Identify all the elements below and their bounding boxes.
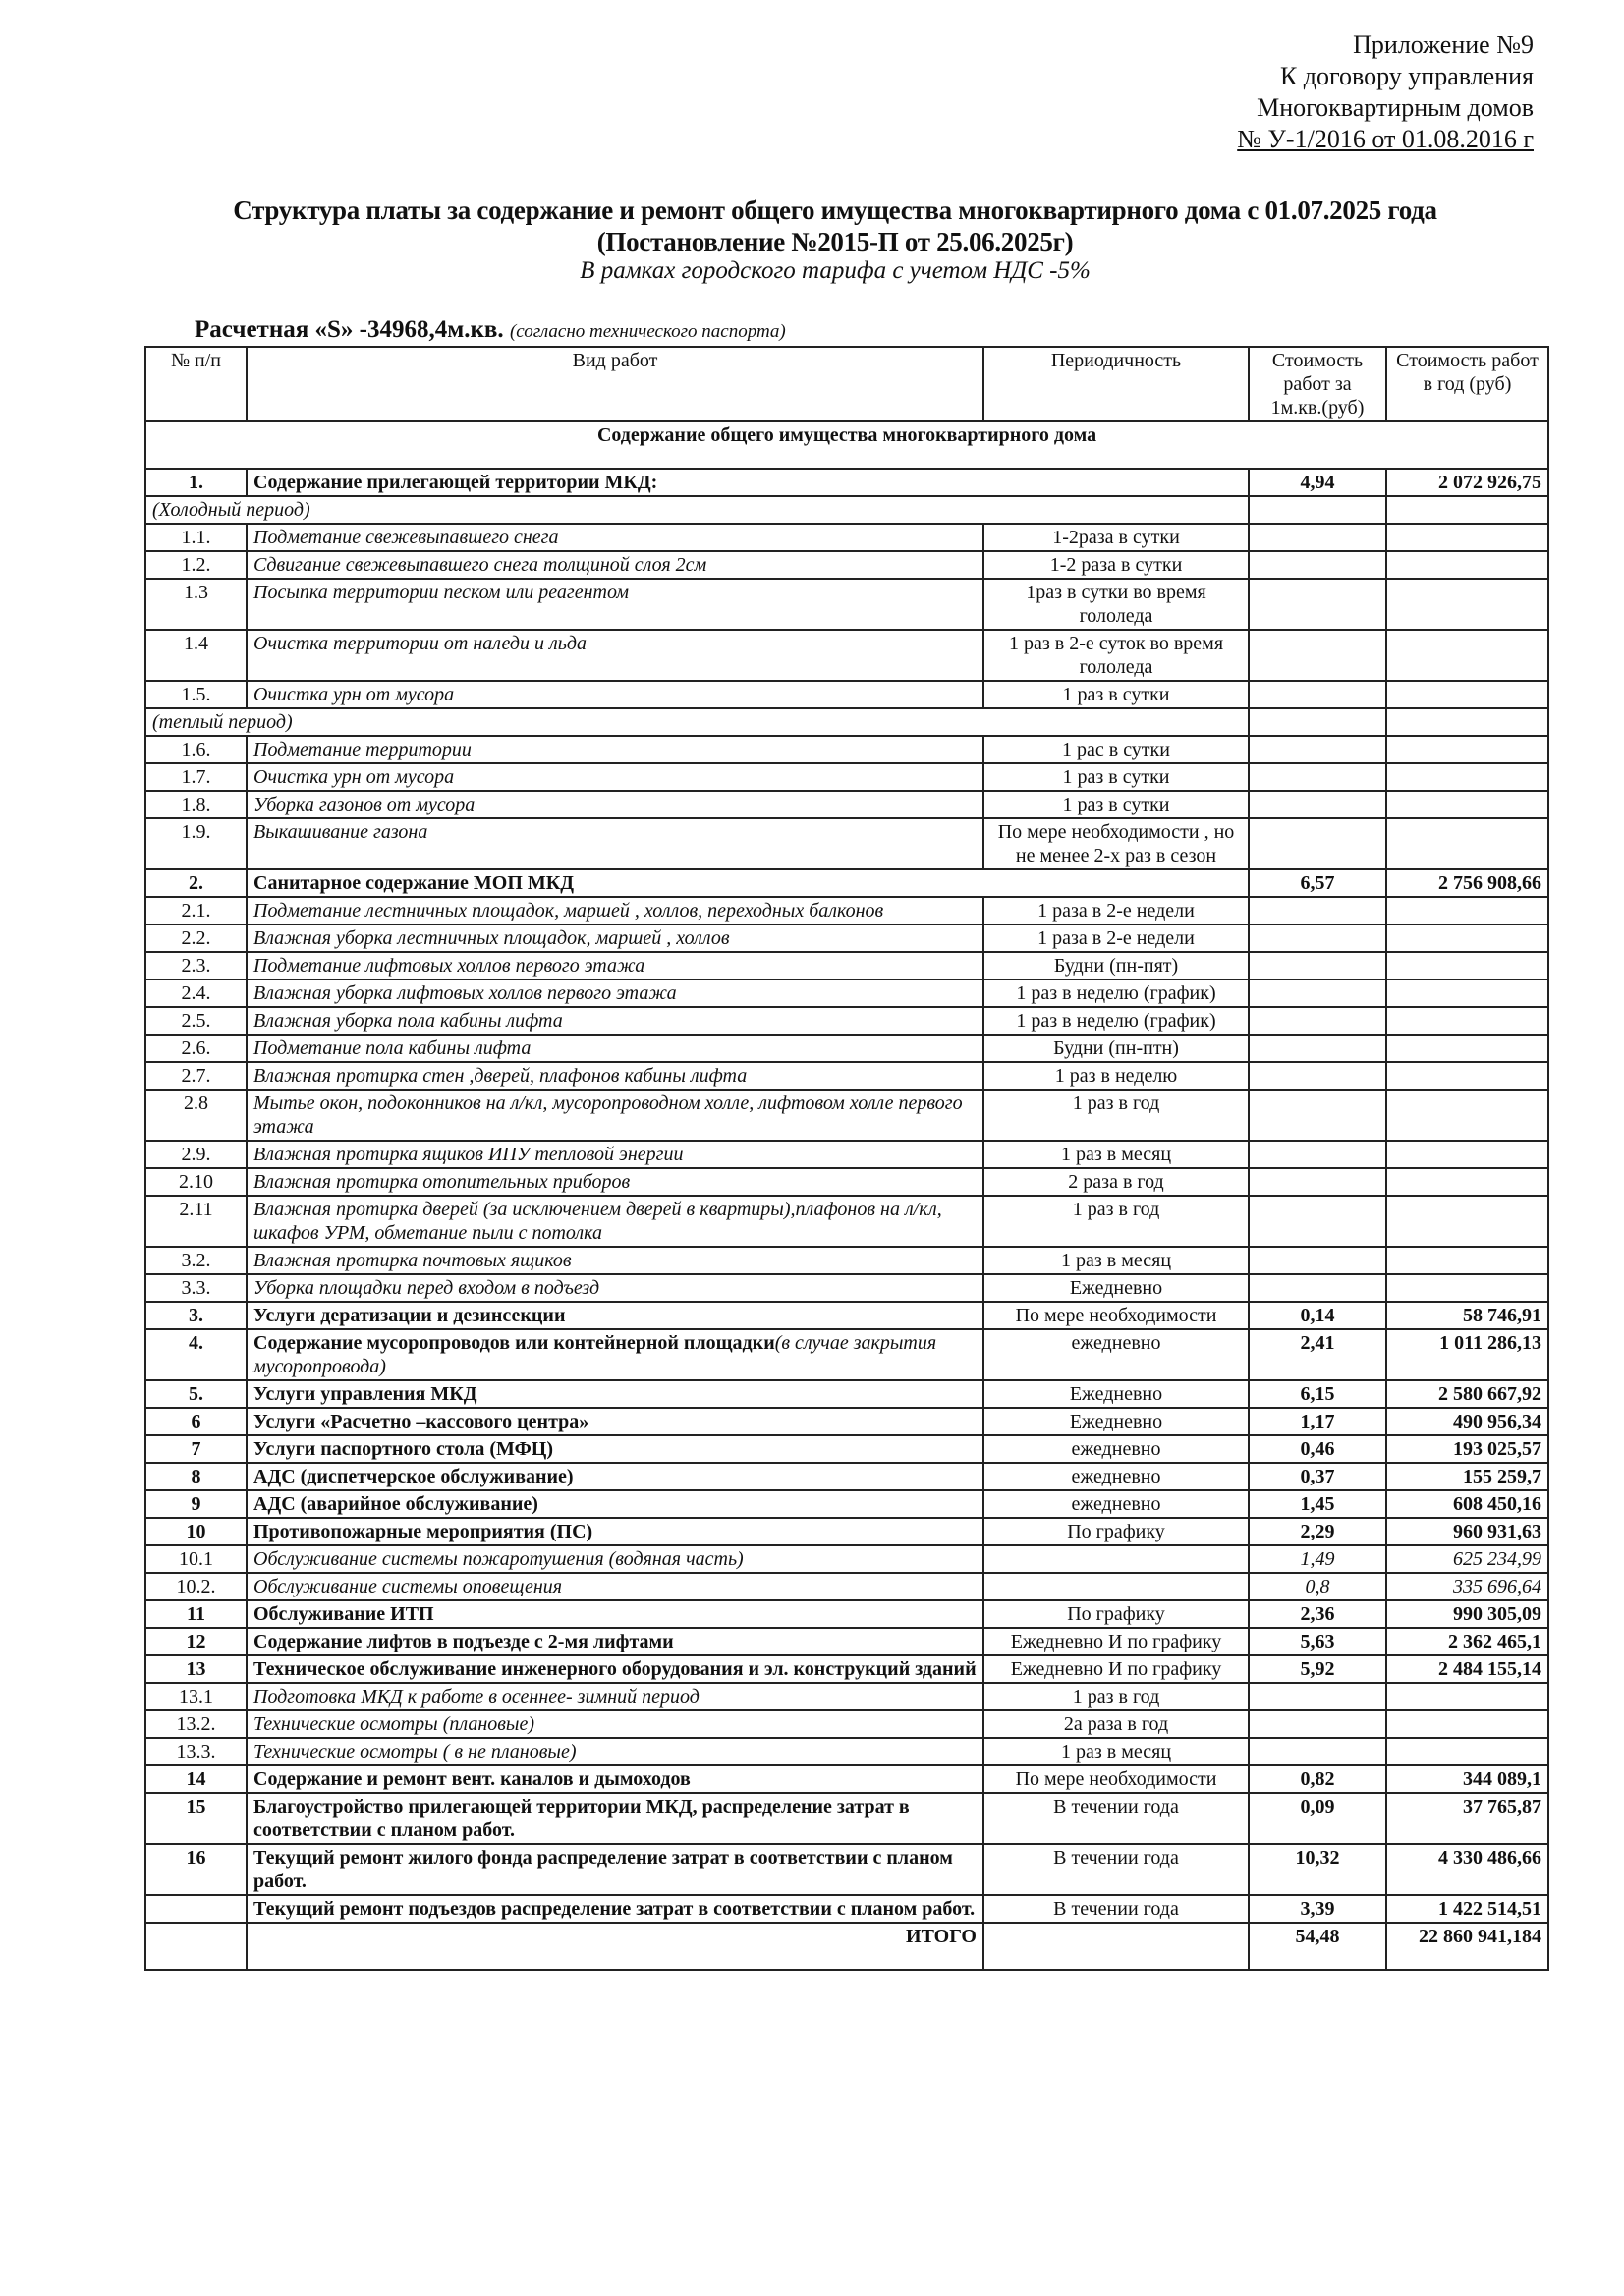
cell-period: Ежедневно: [983, 1408, 1249, 1435]
table-row: [145, 818, 1548, 869]
cell-cost-m2: [1249, 524, 1386, 551]
cell-cost-m2: 2,29: [1249, 1518, 1386, 1545]
cell-work: Противопожарные мероприятия (ПС): [247, 1518, 983, 1545]
cell-period: 1-2раза в сутки: [983, 524, 1249, 551]
cell-num: 3.: [145, 1302, 247, 1329]
cell-period: По мере необходимости: [983, 1765, 1249, 1793]
table-row: [145, 1090, 1548, 1141]
header-cost-year: Стоимость работ в год (руб): [1386, 347, 1548, 421]
cell-work: Услуги паспортного стола (МФЦ): [247, 1435, 983, 1463]
cell-work: Влажная протирка дверей (за исключением дверей в квартиры),плафонов на л/кл, шкафов УРМ, обметание пыли с потолка: [247, 1196, 983, 1247]
cell-work: Влажная протирка почтовых ящиков: [247, 1247, 983, 1274]
cell-cost-year: [1386, 763, 1548, 791]
cell-cost-m2: [1249, 1247, 1386, 1274]
total-cost-m2: 54,48: [1249, 1923, 1386, 1970]
cell-period: 2 раза в год: [983, 1168, 1249, 1196]
cell-cost-m2: [1249, 496, 1386, 524]
cell-num: 14: [145, 1765, 247, 1793]
cell-period: 1 раза в 2-е недели: [983, 924, 1249, 952]
section-title: Содержание общего имущества многоквартирного дома: [145, 421, 1548, 469]
table-row: [145, 579, 1548, 630]
cell-cost-year: [1386, 924, 1548, 952]
cell-num: 8: [145, 1463, 247, 1490]
cell-cost-year: [1386, 1141, 1548, 1168]
table-row: [145, 630, 1548, 681]
cell-period: [983, 1573, 1249, 1600]
table-row: [145, 1435, 1548, 1463]
cell-num: 2.9.: [145, 1141, 247, 1168]
total-cost-year: 22 860 941,184: [1386, 1923, 1548, 1970]
cell-cost-m2: [1249, 736, 1386, 763]
cell-period: В течении года: [983, 1793, 1249, 1844]
cell-period: ежедневно: [983, 1490, 1249, 1518]
cell-work: [247, 1329, 983, 1380]
cell-num: 2.5.: [145, 1007, 247, 1035]
cell-num: 4.: [145, 1329, 247, 1380]
cell-cost-m2: 0,8: [1249, 1573, 1386, 1600]
table-row: [145, 1793, 1548, 1844]
cell-num: 2.4.: [145, 980, 247, 1007]
cell-num: 9: [145, 1490, 247, 1518]
table-row: [145, 551, 1548, 579]
table-row: [145, 1765, 1548, 1793]
table-row: [145, 1380, 1548, 1408]
cell-period: Ежедневно И по графику: [983, 1628, 1249, 1655]
cell-cost-year: [1386, 1247, 1548, 1274]
cell-num: 3.3.: [145, 1274, 247, 1302]
cell-cost-m2: [1249, 1035, 1386, 1062]
cell-num: 1.9.: [145, 818, 247, 869]
cell-cost-m2: 6,15: [1249, 1380, 1386, 1408]
cell-period: 1 раз в неделю (график): [983, 980, 1249, 1007]
table-row: [145, 1302, 1548, 1329]
period-label: (Холодный период): [145, 496, 1249, 524]
cell-cost-year: 37 765,87: [1386, 1793, 1548, 1844]
table-row: [145, 1141, 1548, 1168]
cell-work: Благоустройство прилегающей территории МКД, распределение затрат в соответствии с планом работ.: [247, 1793, 983, 1844]
cell-cost-m2: [1249, 1196, 1386, 1247]
table-row: [145, 869, 1548, 897]
cell-work: Услуги дератизации и дезинсекции: [247, 1302, 983, 1329]
cell-cost-m2: 2,36: [1249, 1600, 1386, 1628]
header-cost-m2: Стоимость работ за 1м.кв.(руб): [1249, 347, 1386, 421]
cell-cost-year: 1 011 286,13: [1386, 1329, 1548, 1380]
title-line-1: Структура платы за содержание и ремонт общего имущества многоквартирного дома с 01.07.2025 года: [233, 196, 1437, 225]
cell-cost-year: 1 422 514,51: [1386, 1895, 1548, 1923]
table-row: [145, 708, 1548, 736]
cell-work: Обслуживание ИТП: [247, 1600, 983, 1628]
table-row: [145, 469, 1548, 496]
cell-work: Содержание и ремонт вент. каналов и дымоходов: [247, 1765, 983, 1793]
table-row: [145, 736, 1548, 763]
cell-period: 1 раз в месяц: [983, 1247, 1249, 1274]
cell-period: ежедневно: [983, 1463, 1249, 1490]
cell-cost-m2: [1249, 630, 1386, 681]
header-period: Периодичность: [983, 347, 1249, 421]
table-row: [145, 1545, 1548, 1573]
cell-cost-m2: 1,17: [1249, 1408, 1386, 1435]
cell-work: Технические осмотры ( в не плановые): [247, 1738, 983, 1765]
cell-period: Будни (пн-птн): [983, 1035, 1249, 1062]
cell-work: Подметание свежевыпавшего снега: [247, 524, 983, 551]
cell-cost-year: [1386, 524, 1548, 551]
cell-num: 1.3: [145, 579, 247, 630]
table-row: [145, 1490, 1548, 1518]
cell-work: Уборка площадки перед входом в подъезд: [247, 1274, 983, 1302]
cell-period: [983, 1545, 1249, 1573]
cell-cost-m2: [1249, 791, 1386, 818]
cell-cost-m2: 1,45: [1249, 1490, 1386, 1518]
cell-cost-m2: [1249, 1007, 1386, 1035]
cell-cost-year: [1386, 952, 1548, 980]
cell-num: 10.1: [145, 1545, 247, 1573]
cell-work: Технические осмотры (плановые): [247, 1710, 983, 1738]
cell-cost-m2: 3,39: [1249, 1895, 1386, 1923]
table-row: [145, 1062, 1548, 1090]
work-note: (в случае закрытия мусоропровода): [253, 1332, 937, 1377]
cell-cost-year: [1386, 980, 1548, 1007]
table-row: [145, 1274, 1548, 1302]
cell-cost-year: [1386, 897, 1548, 924]
appendix-number: Приложение №9: [1353, 30, 1534, 59]
table-row: [145, 897, 1548, 924]
cell-cost-m2: [1249, 763, 1386, 791]
table-row: [145, 681, 1548, 708]
cell-period: 1 раз в неделю: [983, 1062, 1249, 1090]
cell-num: 2.1.: [145, 897, 247, 924]
cell-cost-year: [1386, 791, 1548, 818]
cell-cost-year: 193 025,57: [1386, 1435, 1548, 1463]
cell-cost-m2: [1249, 1090, 1386, 1141]
cell-num: 1.8.: [145, 791, 247, 818]
cell-cost-year: [1386, 818, 1548, 869]
cell-work: Мытье окон, подоконников на л/кл, мусоропроводном холле, лифтовом холле первого этажа: [247, 1090, 983, 1141]
cell-cost-m2: 6,57: [1249, 869, 1386, 897]
cell-num: [145, 1895, 247, 1923]
cell-cost-m2: 0,82: [1249, 1765, 1386, 1793]
cell-num: 2.6.: [145, 1035, 247, 1062]
cell-period: 1раз в сутки во время гололеда: [983, 579, 1249, 630]
total-row: [145, 1923, 1548, 1970]
appendix-contract-number: № У-1/2016 от 01.08.2016 г: [1237, 125, 1534, 153]
cell-num: 2.11: [145, 1196, 247, 1247]
cell-work: Услуги «Расчетно –кассового центра»: [247, 1408, 983, 1435]
cell-work: Сдвигание свежевыпавшего снега толщиной слоя 2см: [247, 551, 983, 579]
cell-work: АДС (диспетчерское обслуживание): [247, 1463, 983, 1490]
cell-num: 2.2.: [145, 924, 247, 952]
cell-cost-m2: [1249, 1141, 1386, 1168]
cell-period: В течении года: [983, 1895, 1249, 1923]
header-num: № п/п: [145, 347, 247, 421]
cell-num: 5.: [145, 1380, 247, 1408]
cell-cost-m2: [1249, 1683, 1386, 1710]
cell-work: Техническое обслуживание инженерного оборудования и эл. конструкций зданий: [247, 1655, 983, 1683]
cell-work: Влажная протирка стен ,дверей, плафонов кабины лифта: [247, 1062, 983, 1090]
document-title: [147, 195, 1523, 257]
cell-work: Текущий ремонт жилого фонда распределение затрат в соответствии с планом работ.: [247, 1844, 983, 1895]
cell-num: 13.2.: [145, 1710, 247, 1738]
cell-cost-year: 344 089,1: [1386, 1765, 1548, 1793]
table-row: [145, 1600, 1548, 1628]
cell-work: Подметание лифтовых холлов первого этажа: [247, 952, 983, 980]
cell-num: 1.6.: [145, 736, 247, 763]
cell-period: 1 раз в сутки: [983, 791, 1249, 818]
cell-work: Очистка урн от мусора: [247, 681, 983, 708]
table-row: [145, 980, 1548, 1007]
cell-cost-year: [1386, 1196, 1548, 1247]
cell-num: 1.4: [145, 630, 247, 681]
cell-num: 13.1: [145, 1683, 247, 1710]
cell-num: 2.: [145, 869, 247, 897]
cell-cost-m2: 0,14: [1249, 1302, 1386, 1329]
cell-cost-year: 155 259,7: [1386, 1463, 1548, 1490]
cell-work: Текущий ремонт подъездов распределение затрат в соответствии с планом работ.: [247, 1895, 983, 1923]
cell-period: 1 раз в сутки: [983, 763, 1249, 791]
cell-cost-year: [1386, 1710, 1548, 1738]
cell-cost-m2: 0,46: [1249, 1435, 1386, 1463]
cell-period: По графику: [983, 1518, 1249, 1545]
cell-work: Выкашивание газона: [247, 818, 983, 869]
table-row: [145, 1895, 1548, 1923]
cell-num: 13: [145, 1655, 247, 1683]
cell-work: Подметание территории: [247, 736, 983, 763]
cell-cost-m2: [1249, 1168, 1386, 1196]
total-num: [145, 1923, 247, 1970]
cell-num: 1.7.: [145, 763, 247, 791]
cell-period: 2а раза в год: [983, 1710, 1249, 1738]
cell-work: Очистка урн от мусора: [247, 763, 983, 791]
cell-cost-m2: 4,94: [1249, 469, 1386, 496]
cell-cost-year: 2 756 908,66: [1386, 869, 1548, 897]
cell-cost-year: [1386, 708, 1548, 736]
cell-cost-m2: [1249, 579, 1386, 630]
cell-period: 1 раз в год: [983, 1196, 1249, 1247]
cell-num: 2.10: [145, 1168, 247, 1196]
cell-cost-m2: [1249, 818, 1386, 869]
cell-cost-m2: [1249, 980, 1386, 1007]
table-row: [145, 1168, 1548, 1196]
cell-cost-year: [1386, 1090, 1548, 1141]
cell-cost-m2: 1,49: [1249, 1545, 1386, 1573]
table-row: [145, 1196, 1548, 1247]
cell-period: По мере необходимости , но не менее 2-х раз в сезон: [983, 818, 1249, 869]
cell-work: Влажная уборка лестничных площадок, маршей , холлов: [247, 924, 983, 952]
cell-cost-m2: 10,32: [1249, 1844, 1386, 1895]
cell-cost-year: [1386, 1062, 1548, 1090]
cell-cost-year: [1386, 736, 1548, 763]
table-row: [145, 1844, 1548, 1895]
cell-cost-year: 2 580 667,92: [1386, 1380, 1548, 1408]
cell-work: Влажная уборка пола кабины лифта: [247, 1007, 983, 1035]
table-row: [145, 1463, 1548, 1490]
cell-work: Посыпка территории песком или реагентом: [247, 579, 983, 630]
cell-num: 13.3.: [145, 1738, 247, 1765]
cell-cost-year: 608 450,16: [1386, 1490, 1548, 1518]
table-row: [145, 1710, 1548, 1738]
table-row: [145, 524, 1548, 551]
cell-num: 1.5.: [145, 681, 247, 708]
cell-cost-year: 58 746,91: [1386, 1302, 1548, 1329]
cell-work: Подготовка МКД к работе в осеннее- зимний период: [247, 1683, 983, 1710]
cell-cost-m2: 0,09: [1249, 1793, 1386, 1844]
cell-work: АДС (аварийное обслуживание): [247, 1490, 983, 1518]
cell-cost-year: [1386, 1035, 1548, 1062]
cell-cost-m2: [1249, 1062, 1386, 1090]
cell-cost-m2: 5,63: [1249, 1628, 1386, 1655]
cell-cost-year: 490 956,34: [1386, 1408, 1548, 1435]
table-row: [145, 791, 1548, 818]
cell-period: 1 раз в неделю (график): [983, 1007, 1249, 1035]
cell-work: Очистка территории от наледи и льда: [247, 630, 983, 681]
table-row: [145, 1329, 1548, 1380]
cell-cost-m2: 2,41: [1249, 1329, 1386, 1380]
cell-num: 1.1.: [145, 524, 247, 551]
cell-num: 1.: [145, 469, 247, 496]
cell-num: 10.2.: [145, 1573, 247, 1600]
table-row: [145, 1518, 1548, 1545]
document-subtitle: В рамках городского тарифа с учетом НДС -5%: [580, 257, 1091, 284]
cell-cost-m2: [1249, 1274, 1386, 1302]
table-row: [145, 952, 1548, 980]
cell-cost-m2: 5,92: [1249, 1655, 1386, 1683]
cell-cost-m2: [1249, 1738, 1386, 1765]
cell-period: 1 раза в 2-е недели: [983, 897, 1249, 924]
cell-work: Влажная протирка ящиков ИПУ тепловой энергии: [247, 1141, 983, 1168]
cell-num: 12: [145, 1628, 247, 1655]
header-work: Вид работ: [247, 347, 983, 421]
cell-cost-year: [1386, 1168, 1548, 1196]
table-row: [145, 1247, 1548, 1274]
cell-work: Содержание лифтов в подъезде с 2-мя лифтами: [247, 1628, 983, 1655]
cell-cost-year: 335 696,64: [1386, 1573, 1548, 1600]
cell-work: Влажная протирка отопительных приборов: [247, 1168, 983, 1196]
cell-cost-year: 960 931,63: [1386, 1518, 1548, 1545]
cell-cost-year: [1386, 1274, 1548, 1302]
cell-num: 6: [145, 1408, 247, 1435]
table-row: [145, 1035, 1548, 1062]
cell-num: 10: [145, 1518, 247, 1545]
cell-cost-year: 625 234,99: [1386, 1545, 1548, 1573]
cell-period: Ежедневно: [983, 1274, 1249, 1302]
period-label: (теплый период): [145, 708, 1249, 736]
cell-cost-year: [1386, 579, 1548, 630]
cell-num: 15: [145, 1793, 247, 1844]
table-row: [145, 1628, 1548, 1655]
cell-cost-year: 2 484 155,14: [1386, 1655, 1548, 1683]
cell-period: 1 раз в год: [983, 1683, 1249, 1710]
cell-work: Уборка газонов от мусора: [247, 791, 983, 818]
table-row: [145, 1408, 1548, 1435]
cell-num: 2.8: [145, 1090, 247, 1141]
cell-num: 11: [145, 1600, 247, 1628]
cell-cost-m2: [1249, 551, 1386, 579]
cell-num: 3.2.: [145, 1247, 247, 1274]
total-period: [983, 1923, 1249, 1970]
cell-num: 7: [145, 1435, 247, 1463]
cell-period: 1 раз в год: [983, 1090, 1249, 1141]
calculated-area: [195, 316, 786, 344]
cell-period: 1-2 раза в сутки: [983, 551, 1249, 579]
cell-period: 1 раз в сутки: [983, 681, 1249, 708]
total-label: ИТОГО: [247, 1923, 983, 1970]
cell-cost-year: [1386, 1683, 1548, 1710]
table-row: [145, 1738, 1548, 1765]
cell-cost-year: 2 072 926,75: [1386, 469, 1548, 496]
cell-num: 2.7.: [145, 1062, 247, 1090]
cell-work: Санитарное содержание МОП МКД: [247, 869, 1249, 897]
table-row: [145, 1655, 1548, 1683]
cell-work: Услуги управления МКД: [247, 1380, 983, 1408]
cell-cost-year: [1386, 1738, 1548, 1765]
area-label: Расчетная «S» -34968,4м.кв.: [195, 316, 504, 343]
cell-cost-year: 990 305,09: [1386, 1600, 1548, 1628]
cell-cost-m2: [1249, 681, 1386, 708]
cell-cost-m2: [1249, 897, 1386, 924]
appendix-contract-line: К договору управления: [1279, 62, 1534, 90]
cell-work: Содержание прилегающей территории МКД:: [247, 469, 1249, 496]
cell-cost-year: 4 330 486,66: [1386, 1844, 1548, 1895]
work-title: Содержание мусоропроводов или контейнерной площадки: [253, 1332, 775, 1354]
cell-num: 16: [145, 1844, 247, 1895]
cell-period: 1 раз в месяц: [983, 1141, 1249, 1168]
cell-period: 1 раз в 2-е суток во время гололеда: [983, 630, 1249, 681]
cell-cost-year: [1386, 630, 1548, 681]
cell-cost-year: 2 362 465,1: [1386, 1628, 1548, 1655]
cell-work: Обслуживание системы оповещения: [247, 1573, 983, 1600]
cell-num: 1.2.: [145, 551, 247, 579]
cell-cost-year: [1386, 551, 1548, 579]
cell-work: Подметание пола кабины лифта: [247, 1035, 983, 1062]
cell-period: 1 раз в месяц: [983, 1738, 1249, 1765]
table-row: [145, 763, 1548, 791]
cell-period: 1 рас в сутки: [983, 736, 1249, 763]
cell-cost-m2: [1249, 708, 1386, 736]
cell-period: По мере необходимости: [983, 1302, 1249, 1329]
table-row: [145, 1573, 1548, 1600]
cell-period: Ежедневно И по графику: [983, 1655, 1249, 1683]
cell-period: Будни (пн-пят): [983, 952, 1249, 980]
cell-work: Влажная уборка лифтовых холлов первого этажа: [247, 980, 983, 1007]
title-line-2: (Постановление №2015-П от 25.06.2025г): [596, 227, 1074, 256]
cell-cost-year: [1386, 681, 1548, 708]
cell-period: ежедневно: [983, 1435, 1249, 1463]
cell-cost-m2: [1249, 952, 1386, 980]
appendix-contract-object: Многоквартирным домов: [1257, 93, 1534, 122]
cell-num: 2.3.: [145, 952, 247, 980]
cost-structure-table: [144, 346, 1549, 1971]
cell-work: Подметание лестничных площадок, маршей , холлов, переходных балконов: [247, 897, 983, 924]
cell-cost-m2: [1249, 924, 1386, 952]
cell-period: Ежедневно: [983, 1380, 1249, 1408]
appendix-header: [1237, 29, 1534, 155]
cell-period: ежедневно: [983, 1329, 1249, 1380]
cell-cost-year: [1386, 1007, 1548, 1035]
cell-work: Обслуживание системы пожаротушения (водяная часть): [247, 1545, 983, 1573]
cell-cost-m2: [1249, 1710, 1386, 1738]
area-note: (согласно технического паспорта): [509, 321, 786, 342]
cell-cost-m2: 0,37: [1249, 1463, 1386, 1490]
table-row: [145, 496, 1548, 524]
table-row: [145, 1683, 1548, 1710]
cell-period: В течении года: [983, 1844, 1249, 1895]
table-row: [145, 924, 1548, 952]
cell-period: По графику: [983, 1600, 1249, 1628]
cell-cost-year: [1386, 496, 1548, 524]
table-row: [145, 1007, 1548, 1035]
